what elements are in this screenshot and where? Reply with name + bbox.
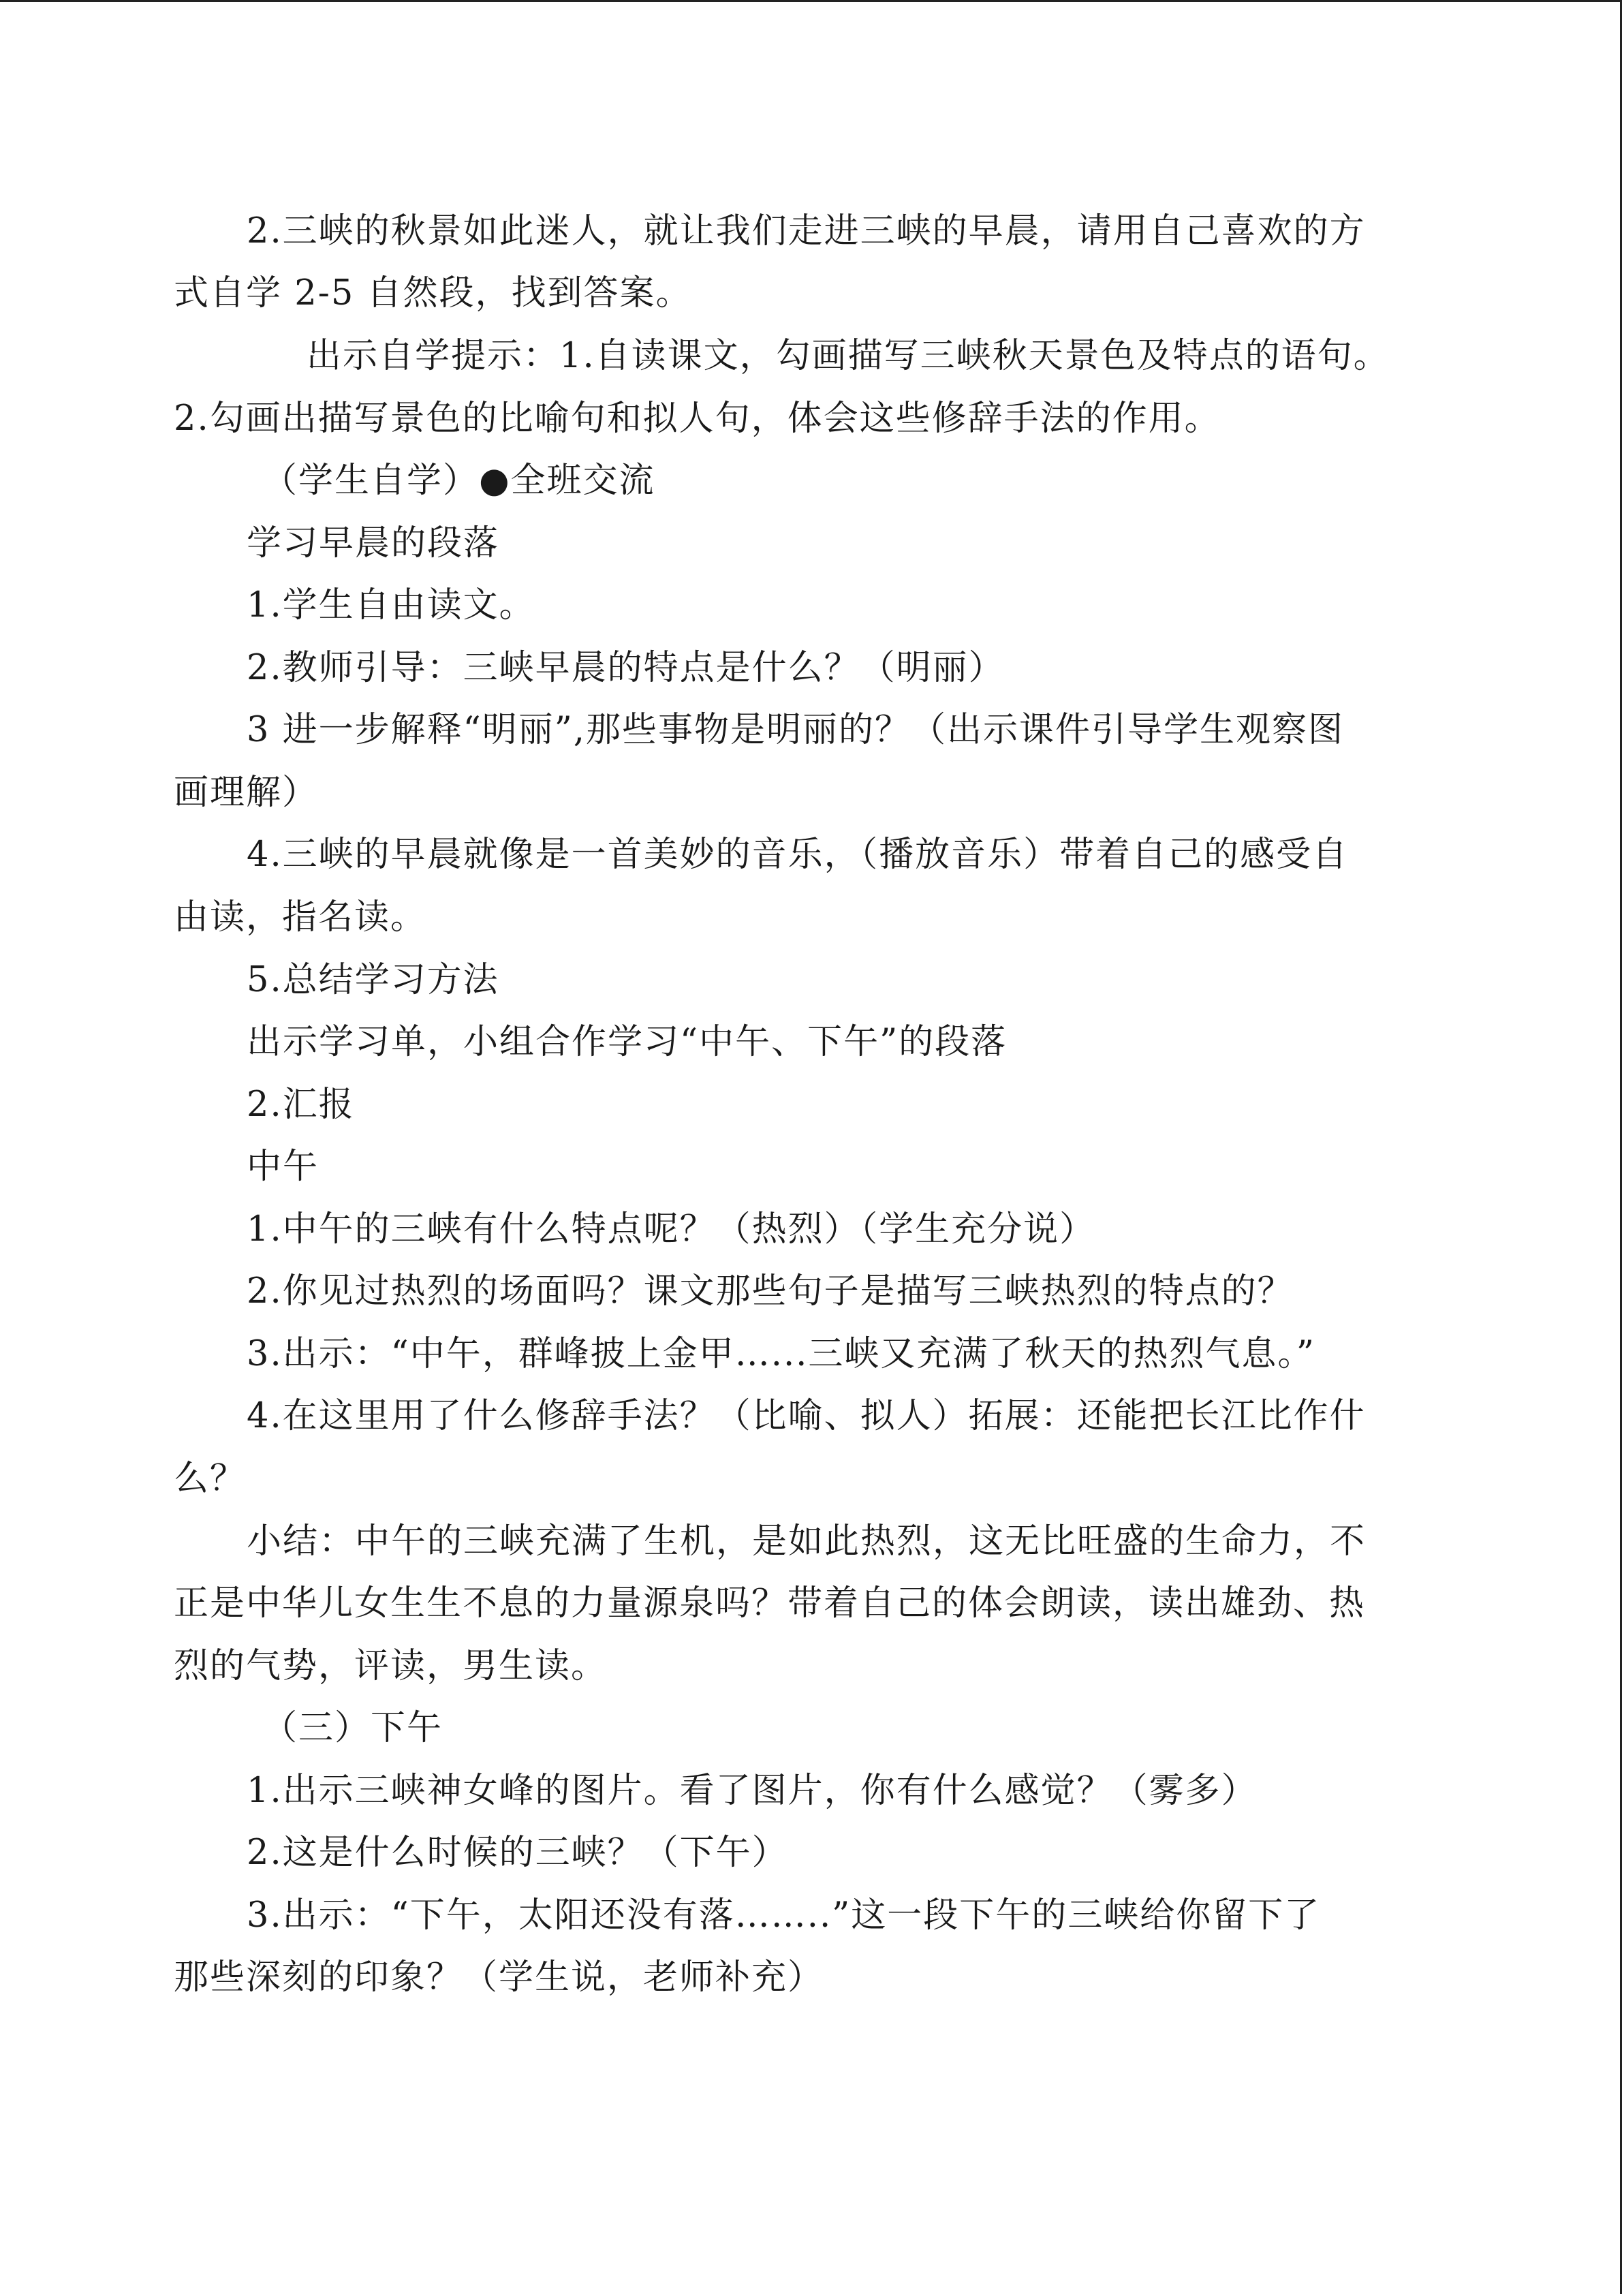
paragraph-line: 3.出示：“下午，太阳还没有落……..”这一段下午的三峡给你留下了 bbox=[247, 1895, 1321, 1936]
paragraph-line: 2.汇报 bbox=[247, 1085, 355, 1125]
paragraph-line: 画理解） bbox=[174, 773, 319, 813]
paragraph-line: 出示学习单，小组合作学习“中午、下午”的段落 bbox=[247, 1022, 1008, 1062]
paragraph-line: 5.总结学习方法 bbox=[247, 960, 499, 1000]
paragraph-line: 1.出示三峡神女峰的图片。看了图片，你有什么感觉？（雾多） bbox=[247, 1771, 1258, 1811]
paragraph-line: （学生自学）●全班交流 bbox=[262, 461, 655, 501]
paragraph-line: 1.中午的三峡有什么特点呢？（热烈）（学生充分说） bbox=[247, 1209, 1096, 1250]
document-body bbox=[0, 2, 1622, 2296]
paragraph-line: 4.在这里用了什么修辞手法？（比喻、拟人）拓展：还能把长江比作什 bbox=[247, 1396, 1366, 1436]
section-heading: （三）下午 bbox=[262, 1708, 443, 1748]
paragraph-line: 1.学生自由读文。 bbox=[247, 585, 535, 625]
section-heading: 学习早晨的段落 bbox=[247, 523, 500, 563]
paragraph-line: 那些深刻的印象？（学生说，老师补充） bbox=[174, 1957, 824, 1998]
paragraph-line: 2.教师引导：三峡早晨的特点是什么？（明丽） bbox=[247, 648, 1005, 688]
paragraph-line: 3.出示：“中午，群峰披上金甲…...三峡又充满了秋天的热烈气息。” bbox=[247, 1334, 1315, 1374]
paragraph-line: 出示自学提示：1.自读课文，勾画描写三峡秋天景色及特点的语句。 bbox=[307, 336, 1390, 376]
paragraph-line: 小结：中午的三峡充满了生机，是如此热烈，这无比旺盛的生命力，不 bbox=[247, 1521, 1367, 1562]
paragraph-line: 式自学 2-5 自然段，找到答案。 bbox=[174, 273, 692, 313]
paragraph-line: 4.三峡的早晨就像是一首美妙的音乐，（播放音乐）带着自己的感受自 bbox=[247, 835, 1349, 875]
paragraph-line: 2.这是什么时候的三峡？（下午） bbox=[247, 1833, 788, 1873]
paragraph-line: 2.三峡的秋景如此迷人，就让我们走进三峡的早晨，请用自己喜欢的方 bbox=[247, 211, 1366, 251]
paragraph-line: 正是中华儿女生生不息的力量源泉吗？带着自己的体会朗读，读出雄劲、热 bbox=[174, 1583, 1366, 1624]
paragraph-line: 3 进一步解释“明丽”,那些事物是明丽的？（出示课件引导学生观察图 bbox=[247, 710, 1345, 750]
paragraph-line: 烈的气势，评读，男生读。 bbox=[174, 1646, 608, 1686]
paragraph-line: 2.勾画出描写景色的比喻句和拟人句，体会这些修辞手法的作用。 bbox=[174, 399, 1221, 439]
paragraph-line: 由读，指名读。 bbox=[174, 897, 427, 937]
paragraph-line: 么？ bbox=[174, 1459, 247, 1499]
paragraph-line: 2.你见过热烈的场面吗？课文那些句子是描写三峡热烈的特点的？ bbox=[247, 1271, 1294, 1312]
section-heading: 中午 bbox=[247, 1147, 319, 1187]
